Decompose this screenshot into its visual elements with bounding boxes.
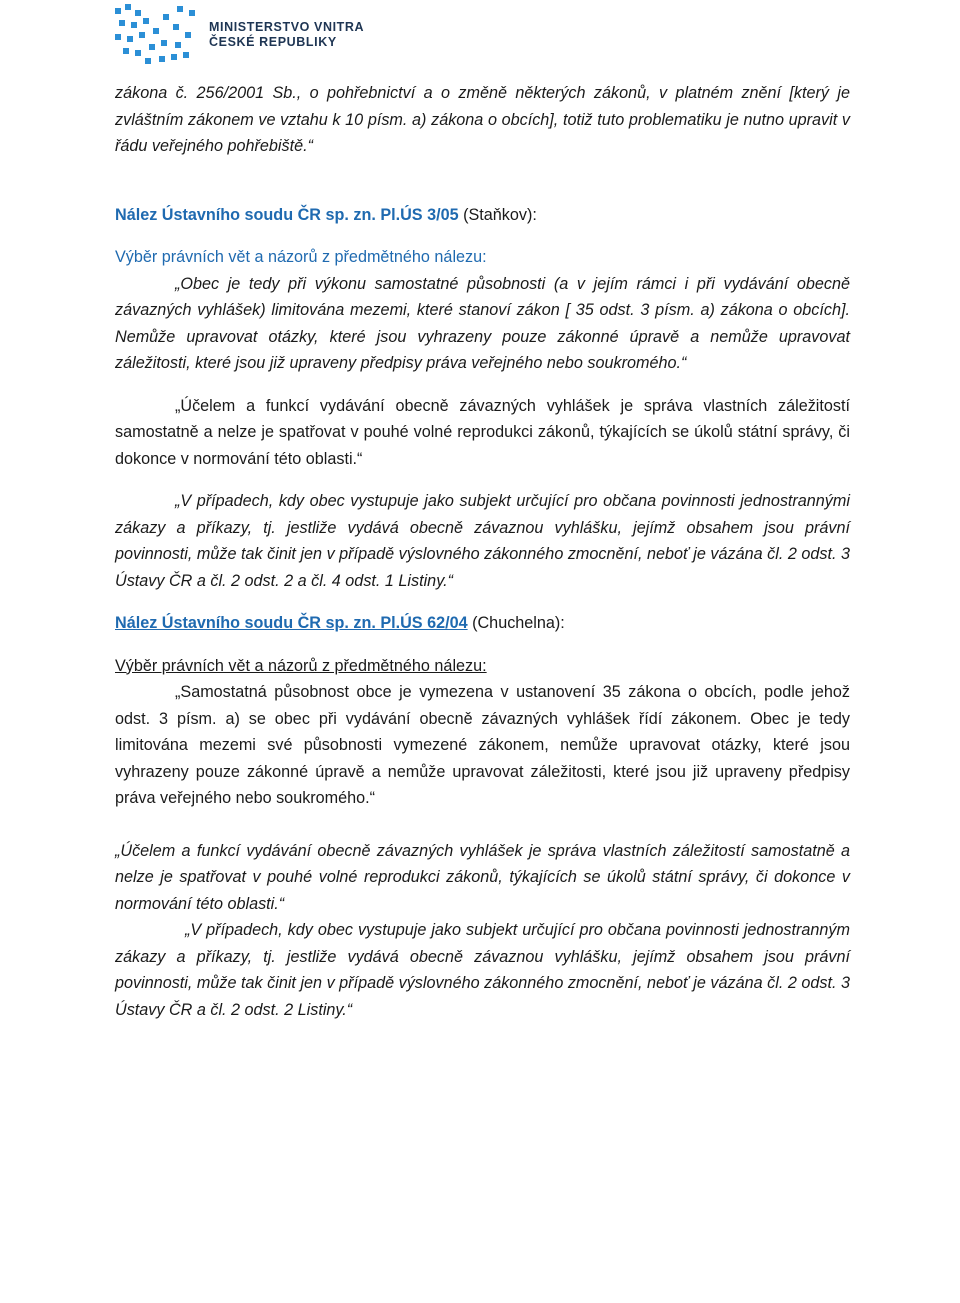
finding-1-title: Nález Ústavního soudu ČR sp. zn. Pl.ÚS 3/05 [115,205,459,224]
ministry-logo-icon [115,2,197,68]
selection-2-label: Výběr právních vět a názorů z předmětného nálezu: [115,656,487,675]
ministry-line-2: ČESKÉ REPUBLIKY [209,35,337,49]
ministry-line-1: MINISTERSTVO VNITRA [209,20,365,34]
finding-1-name: (Staňkov): [458,205,537,224]
finding-2-name: (Chuchelna): [467,614,565,632]
intro-paragraph: zákona č. 256/2001 Sb., o pohřebnictví a o změně některých zákonů, v platném znění [který je zvláštním zákonem ve vztahu k 10 písm. a) zákona o obcích], totiž tuto problematiku je nutno upravit v řádu veřejného pohřebiště.“ [115,84,850,155]
finding-1-heading [115,202,850,229]
finding-2-heading [115,610,850,637]
quote-1a: „Obec je tedy při výkonu samostatné působnosti (a v jejím rámci i při vydávání obecně závazných vyhlášek) limitována mezemi, které stanoví zákon [ 35 odst. 3 písm. a) zákona o obcích]. Nemůže upravovat otázky, které jsou vyhrazeny pouze zákonné úpravě a nemůže upravovat záležitosti, které jsou již upraveny předpisy práva veřejného nebo soukromého.“ [115,274,850,372]
ministry-name [209,20,364,50]
finding-2-title: Nález Ústavního soudu ČR sp. zn. Pl.ÚS 62/04 [115,614,468,632]
quote-1c: „V případech, kdy obec vystupuje jako subjekt určující pro občana povinnosti jednostrannými zákazy a příkazy, tj. jestliže vydává obecně závaznou vyhlášku, jejímž obsahem jsou právní povinnosti, může tak činit jen v případě výslovného zákonného zmocnění, neboť je vázána čl. 2 odst. 3 Ústavy ČR a čl. 2 odst. 2 a čl. 4 odst. 1 Listiny.“ [115,492,850,590]
quote-2a: „Samostatná působnost obce je vymezena v ustanovení 35 zákona o obcích, podle jehož odst. 3 písm. a) se obec při vydávání obecně závazných vyhlášek řídí zákonem. Obec je tedy limitována mezemi své působnosti vymezené zákonem, nemůže upravovat otázky, které jsou vyhrazeny pouze zákonné úpravě a nemůže upravovat záležitosti, které jsou již upraveny předpisy práva veřejného nebo soukromého.“ [115,683,850,807]
quote-1b: „Účelem a funkcí vydávání obecně závazných vyhlášek je správa vlastních záležitostí samostatně a nelze je spatřovat v pouhé volné reprodukci zákonů, týkajících se úkolů státní správy, či dokonce v normování této oblasti.“ [115,396,850,468]
quote-2c: „V případech, kdy obec vystupuje jako subjekt určující pro občana povinnosti jednostranným zákazy a příkazy, tj. jestliže vydává obecně závaznou vyhlášku, jejímž obsahem jsou právní povinnosti, může tak činit jen v případě výslovného zákonného zmocnění, neboť je vázána čl. 2 odst. 3 Ústavy ČR a čl. 2 odst. 2 Listiny.“ [115,921,850,1019]
selection-1-label: Výběr právních vět a názorů z předmětného nálezu: [115,248,487,266]
page-header [115,0,364,70]
quote-2b: „Účelem a funkcí vydávání obecně závazných vyhlášek je správa vlastních záležitostí samostatně a nelze je spatřovat v pouhé volné reprodukci zákonů, týkajících se úkolů státní správy, či dokonce v normování této oblasti.“ [115,841,850,913]
document-body [115,80,850,1023]
